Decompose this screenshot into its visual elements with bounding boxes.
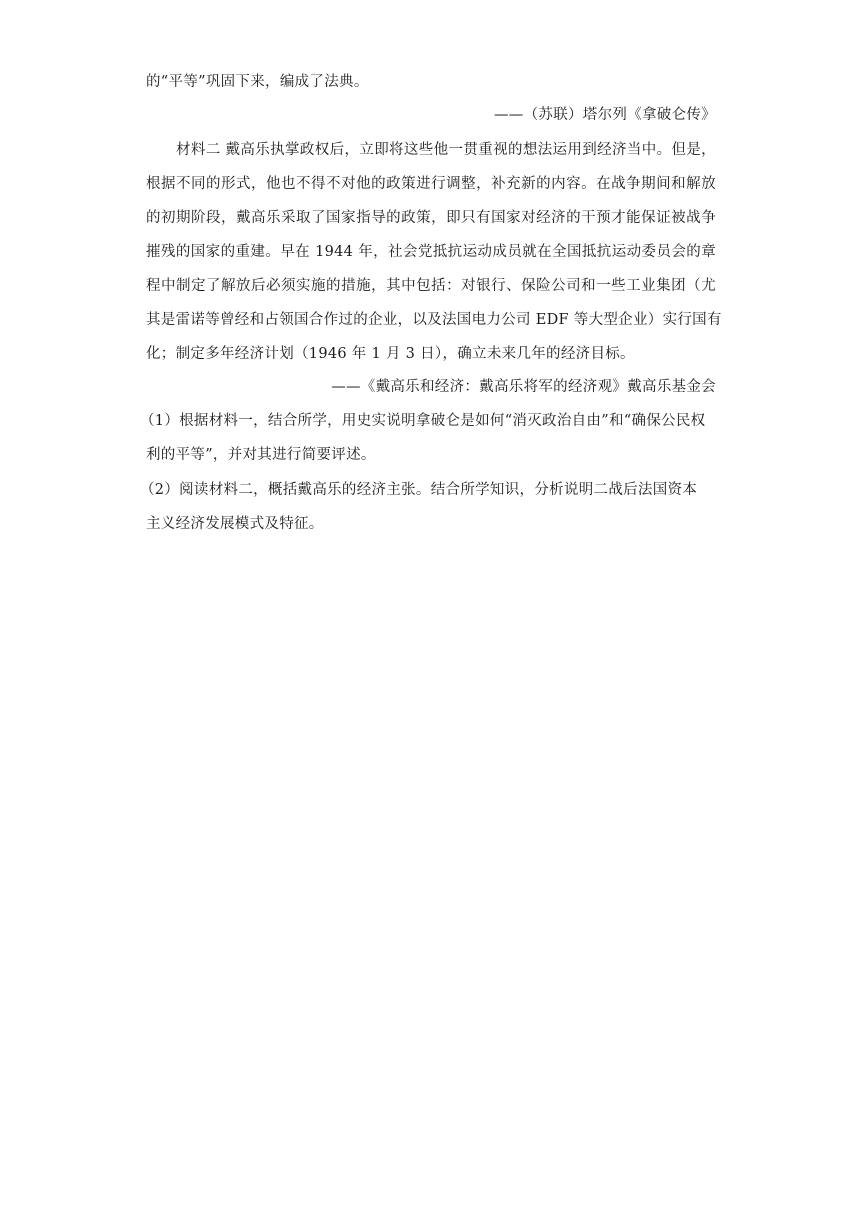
- question-2-line-2: 主义经济发展模式及特征。: [146, 516, 324, 532]
- material-two-line-4: 摧残的国家的重建。早在 1944 年，社会党抵抗运动成员就在全国抵抗运动委员会的章: [146, 244, 716, 260]
- material-two-line-2: 根据不同的形式，他也不得不对他的政策进行调整，补充新的内容。在战争期间和解放: [146, 176, 716, 192]
- material-two-line-6: 其是雷诺等曾经和占领国合作过的企业，以及法国电力公司 EDF 等大型企业）实行国有: [146, 312, 722, 328]
- question-1-line-1: （1）根据材料一，结合所学，用史实说明拿破仑是如何“消灭政治自由”和“确保公民权: [140, 413, 706, 429]
- material-two-source: ——《戴高乐和经济：戴高乐将军的经济观》戴高乐基金会: [331, 379, 716, 395]
- material-two-line-3: 的初期阶段，戴高乐采取了国家指导的政策，即只有国家对经济的干预才能保证被战争: [146, 210, 716, 226]
- question-1-line-2: 利的平等”，并对其进行简要评述。: [146, 447, 376, 463]
- material-two-line-5: 程中制定了解放后必须实施的措施，其中包括：对银行、保险公司和一些工业集团（尤: [146, 278, 716, 294]
- material-one-source: ——（苏联）塔尔列《拿破仑传》: [494, 107, 716, 123]
- material-two-line-1: 材料二 戴高乐执掌政权后，立即将这些他一贯重视的想法运用到经济当中。但是，: [176, 142, 716, 158]
- material-two-line-7: 化；制定多年经济计划（1946 年 1 月 3 日），确立未来几年的经济目标。: [146, 346, 635, 362]
- question-2-line-1: （2）阅读材料二，概括戴高乐的经济主张。结合所学知识，分析说明二战后法国资本: [140, 482, 698, 498]
- material-one-last-line: 的“平等”巩固下来，编成了法典。: [146, 74, 369, 90]
